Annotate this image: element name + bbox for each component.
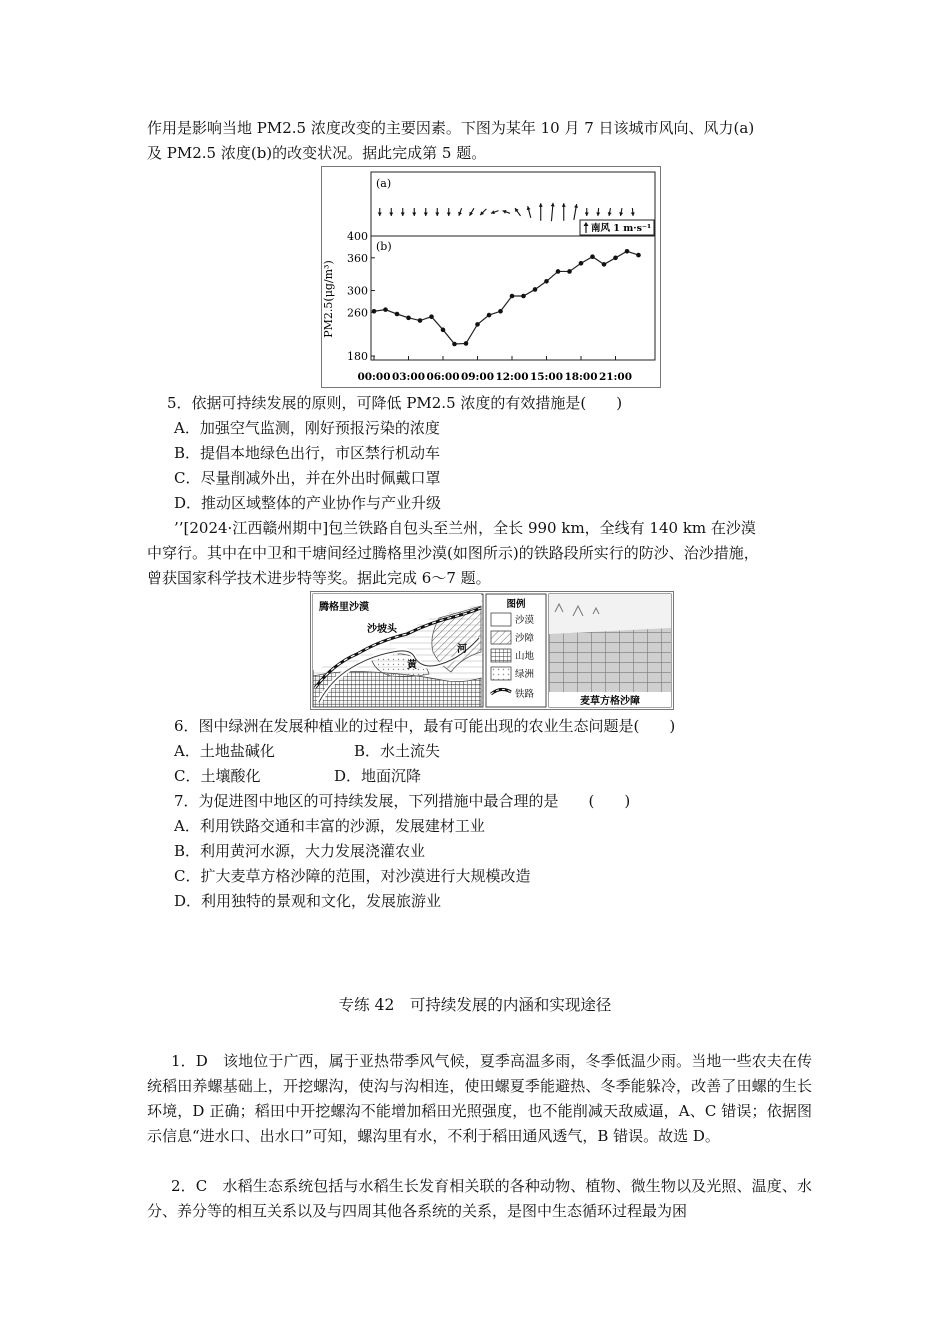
pm25-point <box>510 294 515 299</box>
photo-sky <box>549 594 671 634</box>
pm25-point <box>395 312 400 317</box>
q7-option-d[interactable]: D．利用独特的景观和文化，发展旅游业 <box>174 892 442 910</box>
wind-legend <box>580 220 654 235</box>
q6-option-c[interactable]: C．土壤酸化 <box>174 767 261 785</box>
legend-item-barrier: 沙障 <box>515 633 535 644</box>
pm25-point <box>383 307 388 312</box>
wind-arrow <box>585 208 589 216</box>
x-tick-label: 09:00 <box>460 371 495 383</box>
q5-option-a[interactable]: A．加强空气监测，刚好预报污染的浓度 <box>174 419 440 437</box>
wind-arrow <box>527 206 531 218</box>
pm25-point <box>452 342 457 347</box>
pm25-point <box>441 328 446 333</box>
legend-swatch-oasis <box>491 667 511 680</box>
q6-option-a[interactable]: A．土地盐碱化 <box>174 742 275 760</box>
panel-b-label: (b) <box>376 240 392 253</box>
wind-legend-label: 南风 1 m·s⁻¹ <box>591 223 652 234</box>
wind-arrow <box>435 208 439 216</box>
legend-item-oasis: 绿洲 <box>515 669 535 680</box>
x-tick-label: 18:00 <box>564 371 598 383</box>
legend-item-desert: 沙漠 <box>515 615 535 626</box>
pm25-series-line <box>374 251 639 344</box>
wind-arrows <box>378 203 635 221</box>
pm25-point <box>625 249 630 254</box>
q5-option-c[interactable]: C．尽量削减外出，并在外出时佩戴口罩 <box>174 469 441 487</box>
q5-stem: 5．依据可持续发展的原则，可降低 PM2.5 浓度的有效措施是( ) <box>167 394 623 412</box>
answer-2: 2．C 水稻生态系统包括与水稻生长发育相关联的各种动物、植物、微生物以及光照、温度、水分、养分等的相互关系以及与四周其他各系统的关系，是图中生态循环过程最为困 <box>147 1177 812 1220</box>
wind-arrow <box>447 208 451 216</box>
pm25-point <box>556 269 561 274</box>
pm25-point <box>406 316 411 321</box>
x-tick-label: 12:00 <box>495 371 529 383</box>
pm25-point <box>567 269 572 274</box>
wind-arrow <box>470 208 474 216</box>
y-tick-label: 300 <box>347 284 368 298</box>
photo-grid-ground <box>549 628 671 692</box>
x-tick-label: 00:00 <box>357 371 391 383</box>
pm25-point <box>579 261 584 266</box>
x-tick-label: 03:00 <box>391 371 426 383</box>
wind-arrow <box>608 208 612 216</box>
pm25-point <box>533 287 538 292</box>
wind-arrow <box>596 208 600 216</box>
wind-arrow <box>539 203 543 221</box>
wind-arrow <box>458 208 462 216</box>
wind-arrow <box>515 208 521 216</box>
y-axis-label: PM2.5(μg/m³) <box>322 260 335 338</box>
y-tick-label: 180 <box>347 350 368 363</box>
pm25-point <box>498 309 503 314</box>
passage2-line-3: 曾获国家科学技术进步特等奖。据此完成 6～7 题。 <box>147 569 491 587</box>
intro-line-1: 作用是影响当地 PM2.5 浓度改变的主要因素。下图为某年 10 月 7 日该城市风向、风力(a) <box>147 119 755 137</box>
legend-swatch-mountain <box>491 649 511 662</box>
x-tick-label: 06:00 <box>426 371 460 383</box>
pm25-point <box>372 309 377 314</box>
pm25-point <box>544 279 549 284</box>
pm25-point <box>590 254 595 259</box>
desert-map <box>311 592 673 709</box>
q7-option-b[interactable]: B．利用黄河水源，大力发展浇灌农业 <box>174 842 426 860</box>
map-label-town: 沙坡头 <box>367 624 397 635</box>
map-label-river-2: 河 <box>457 644 467 655</box>
x-tick-label: 21:00 <box>598 371 633 383</box>
pm25-point <box>636 253 641 258</box>
q7-option-c[interactable]: C．扩大麦草方格沙障的范围，对沙漠进行大规模改造 <box>174 867 531 885</box>
pm25-point <box>429 314 434 319</box>
wind-arrow <box>551 203 555 221</box>
answer-1: 1．D 该地位于广西，属于亚热带季风气候，夏季高温多雨，冬季低温少雨。当地一些农夫在传统稻田养螺基础上，开挖螺沟，使沟与沟相连，使田螺夏季能避热、冬季能躲冷，改善了田螺的生长环境，D 正确；稻田中开挖螺沟不能增加稻田光照强度，也不能削减天敌威逼，A、C 错误；依据图示信息“进水口、出水口”可知，螺沟里有水，不利于稻田通风透气，B 错误。故选 D。 <box>147 1052 812 1145</box>
pm25-chart <box>322 167 660 387</box>
wind-arrow <box>412 208 416 216</box>
q7-option-a[interactable]: A．利用铁路交通和丰富的沙源，发展建材工业 <box>174 817 485 835</box>
pm25-point <box>464 341 469 346</box>
q6-option-d[interactable]: D．地面沉降 <box>334 767 422 785</box>
wind-arrow <box>378 208 382 216</box>
x-tick-label: 15:00 <box>529 371 564 383</box>
q5-option-d[interactable]: D．推动区域整体的产业协作与产业升级 <box>174 494 442 512</box>
passage2-line-2: 中穿行。其中在中卫和干塘间经过腾格里沙漠(如图所示)的铁路段所实行的防沙、治沙措施， <box>147 544 759 562</box>
pm25-point <box>418 318 423 323</box>
wind-arrow <box>389 208 393 216</box>
legend-swatch-barrier <box>491 631 511 644</box>
passage2-line-1: ’’[2024·江西赣州期中]包兰铁路自包头至兰州，全长 990 km，全线有 140 km 在沙漠 <box>174 519 756 537</box>
y-tick-label: 260 <box>347 306 368 320</box>
legend-item-railway: 铁路 <box>515 689 535 700</box>
intro-line-2: 及 PM2.5 浓度(b)的改变状况。据此完成第 5 题。 <box>147 144 487 162</box>
map-label-river-1: 黄 <box>407 660 417 671</box>
map-legend-title: 图例 <box>506 599 526 610</box>
pm25-point <box>487 313 492 318</box>
q6-option-b[interactable]: B．水土流失 <box>354 742 441 760</box>
panel-a-label: (a) <box>376 177 392 190</box>
wind-arrow <box>502 210 510 214</box>
pm25-point <box>613 256 618 261</box>
plot-frame <box>371 172 655 360</box>
wind-arrow <box>574 204 578 220</box>
pm25-point <box>475 322 480 327</box>
wind-arrow <box>424 208 428 216</box>
q5-option-b[interactable]: B．提倡本地绿色出行，市区禁行机动车 <box>174 444 441 462</box>
photo-caption: 麦草方格沙障 <box>580 696 640 707</box>
map-label-desert: 腾格里沙漠 <box>319 602 369 613</box>
q6-stem: 6．图中绿洲在发展种植业的过程中，最有可能出现的农业生态问题是( ) <box>174 717 676 735</box>
pm25-point <box>521 294 526 299</box>
y-tick-label: 360 <box>347 251 368 265</box>
legend-item-mountain: 山地 <box>515 651 535 662</box>
wind-arrow <box>619 208 623 216</box>
y-tick-label: 400 <box>347 230 368 243</box>
legend-swatch-desert <box>491 613 511 626</box>
section-title: 专练 42 可持续发展的内涵和实现途径 <box>338 996 612 1014</box>
wind-arrow <box>401 208 405 216</box>
wind-arrow <box>631 208 635 216</box>
wind-arrow <box>480 209 486 215</box>
pm25-chart-figure <box>321 166 661 388</box>
wind-arrow <box>562 203 566 221</box>
wind-arrow <box>491 210 499 214</box>
pm25-points <box>372 249 641 346</box>
pm25-point <box>602 262 607 267</box>
q7-stem: 7．为促进图中地区的可持续发展，下列措施中最合理的是 ( ) <box>174 792 631 810</box>
desert-map-figure <box>310 591 674 710</box>
